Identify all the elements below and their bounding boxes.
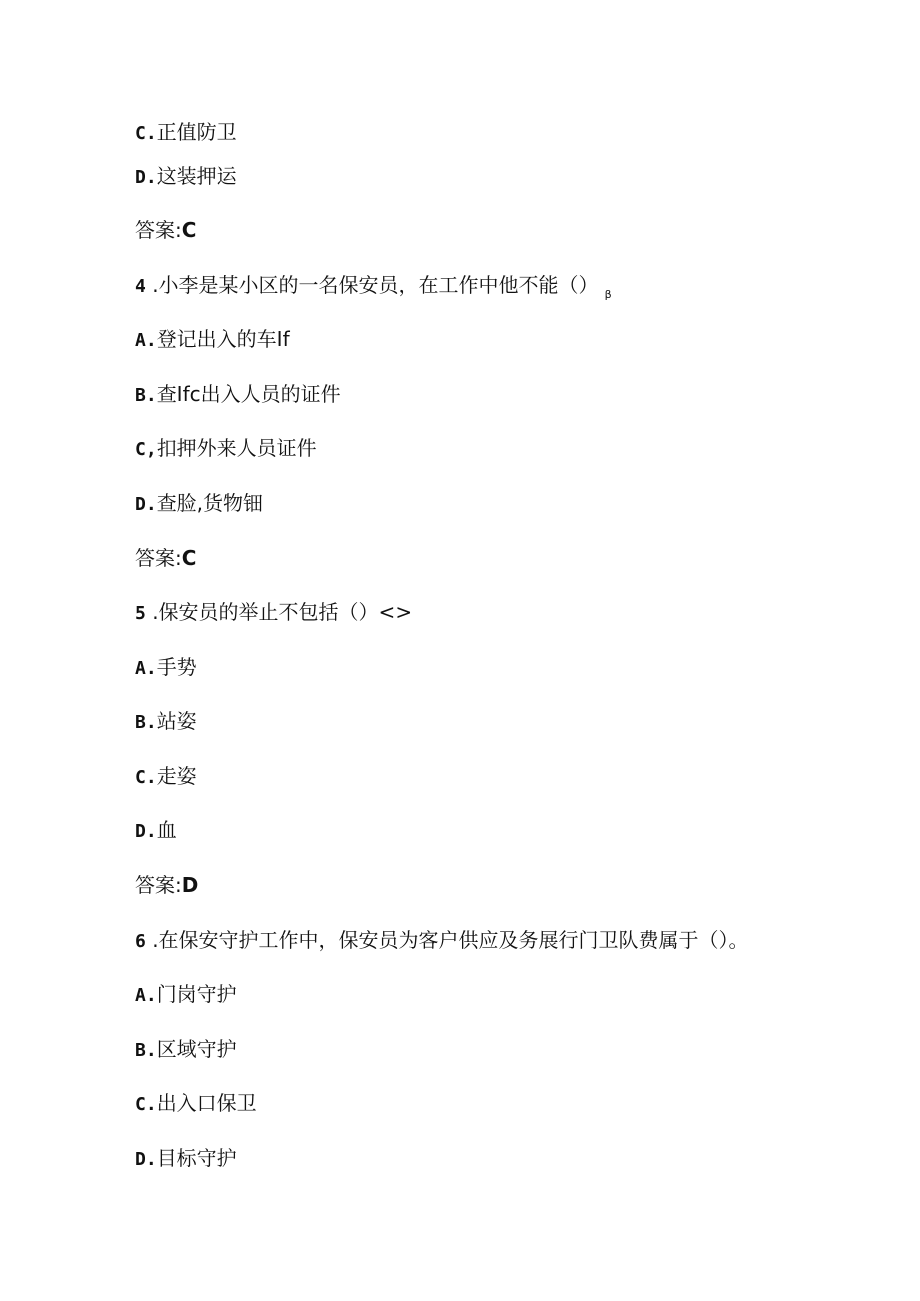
option-text: 手势 bbox=[156, 655, 197, 679]
answer-value: D bbox=[181, 873, 199, 897]
option-text: 目标守护 bbox=[156, 1146, 237, 1170]
answer-value: C bbox=[181, 546, 197, 570]
q6-question bbox=[135, 928, 749, 954]
q4-option-b bbox=[135, 382, 341, 408]
option-key: A. bbox=[135, 985, 157, 1006]
q5-answer bbox=[135, 873, 198, 897]
option-key: B. bbox=[135, 1040, 157, 1061]
question-number: 4 bbox=[135, 276, 146, 297]
answer-label: 答案: bbox=[135, 873, 182, 897]
option-key: A. bbox=[135, 330, 157, 351]
option-key: B. bbox=[135, 385, 157, 406]
option-text: 这装押运 bbox=[156, 164, 237, 188]
option-text: 站姿 bbox=[156, 709, 197, 733]
option-text: 走姿 bbox=[156, 764, 197, 788]
option-text: 门岗守护 bbox=[156, 982, 237, 1006]
answer-value: C bbox=[181, 218, 197, 242]
option-text: 查Ifc出入人员的证件 bbox=[156, 382, 341, 406]
option-key: D. bbox=[135, 167, 157, 188]
option-text: 出入口保卫 bbox=[156, 1091, 257, 1115]
q4-question bbox=[135, 273, 612, 307]
question-text: .小李是某小区的一名保安员，在工作中他不能（） bbox=[145, 273, 599, 297]
q5-option-d bbox=[135, 818, 177, 844]
option-key: B. bbox=[135, 712, 157, 733]
option-key: A. bbox=[135, 658, 157, 679]
option-text: 血 bbox=[156, 818, 177, 842]
q3-option-d bbox=[135, 164, 237, 190]
q6-option-a bbox=[135, 982, 237, 1008]
q4-option-c bbox=[135, 436, 317, 462]
option-key: D. bbox=[135, 494, 157, 515]
option-text: 扣押外来人员证件 bbox=[156, 436, 317, 460]
q5-option-a bbox=[135, 655, 197, 681]
q6-option-d bbox=[135, 1146, 237, 1172]
option-key: C. bbox=[135, 1094, 157, 1115]
question-text: .在保安守护工作中，保安员为客户供应及务展行门卫队费属于（）。 bbox=[145, 928, 749, 952]
q4-option-a bbox=[135, 327, 290, 353]
question-number: 6 bbox=[135, 931, 146, 952]
q4-option-d bbox=[135, 491, 263, 517]
option-key: D. bbox=[135, 821, 157, 842]
option-text: 查脸,货物钿 bbox=[156, 491, 264, 515]
answer-label: 答案: bbox=[135, 218, 182, 242]
option-key: D. bbox=[135, 1149, 157, 1170]
option-key: C. bbox=[135, 123, 157, 144]
question-number: 5 bbox=[135, 603, 146, 624]
option-text: 正值防卫 bbox=[156, 120, 237, 144]
q5-question bbox=[135, 600, 412, 626]
q4-answer bbox=[135, 546, 196, 570]
option-text: 区域守护 bbox=[156, 1037, 237, 1061]
answer-label: 答案: bbox=[135, 546, 182, 570]
q6-option-b bbox=[135, 1037, 237, 1063]
q5-option-c bbox=[135, 764, 197, 790]
question-mark: β bbox=[604, 288, 612, 301]
q5-option-b bbox=[135, 709, 197, 735]
q3-answer bbox=[135, 218, 196, 242]
q6-option-c bbox=[135, 1091, 257, 1117]
option-key: C, bbox=[135, 439, 157, 460]
option-key: C. bbox=[135, 767, 157, 788]
q3-option-c bbox=[135, 120, 237, 146]
option-text: 登记出入的车If bbox=[156, 327, 290, 351]
question-text: .保安员的举止不包括（）<> bbox=[145, 600, 413, 624]
